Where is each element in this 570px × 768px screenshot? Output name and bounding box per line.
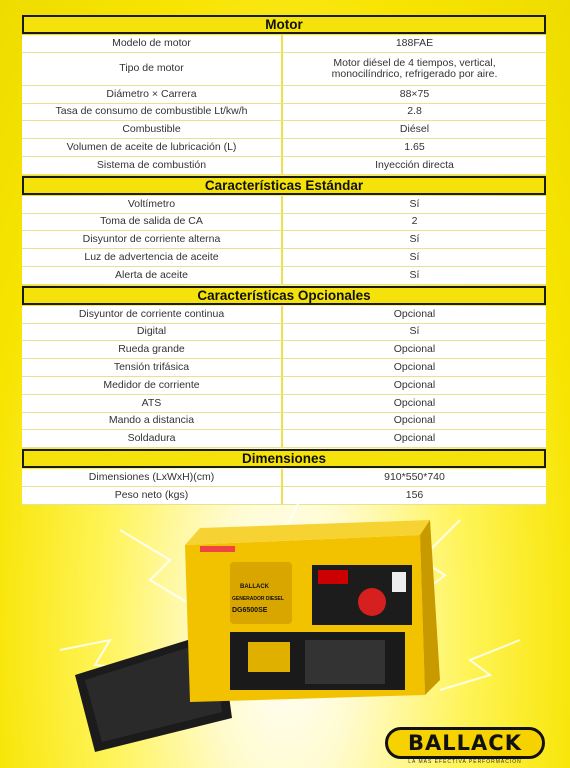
table-row: [22, 359, 546, 377]
row-label: ATS: [22, 395, 283, 412]
badge-model: DG6500SE: [232, 607, 268, 614]
table-row: [22, 139, 546, 157]
table-row: [22, 86, 546, 104]
table-row: [22, 249, 546, 267]
row-value: Opcional: [283, 413, 546, 430]
row-label: Soldadura: [22, 430, 283, 447]
row-value: 910*550*740: [283, 469, 546, 486]
row-label: Digital: [22, 324, 283, 341]
row-label: Rueda grande: [22, 341, 283, 358]
table-row: [22, 341, 546, 359]
table-row: [22, 430, 546, 448]
table-row: [22, 267, 546, 285]
section-header-dimensions: Dimensiones: [22, 449, 546, 468]
row-value: Diésel: [283, 121, 546, 138]
table-row: [22, 469, 546, 487]
table-row: [22, 121, 546, 139]
row-value: Opcional: [283, 359, 546, 376]
table-row: [22, 231, 546, 249]
brand-logo: [385, 727, 545, 765]
section-header-motor: Motor: [22, 15, 546, 34]
row-label: Peso neto (kgs): [22, 487, 283, 504]
row-label: Tensión trifásica: [22, 359, 283, 376]
logo-tagline: LA MAS EFECTIVA PERFORMACION: [408, 759, 522, 765]
row-label: Modelo de motor: [22, 35, 283, 52]
table-row: [22, 395, 546, 413]
row-label: Voltímetro: [22, 196, 283, 213]
section-header-standard: Características Estándar: [22, 176, 546, 195]
row-value: Opcional: [283, 341, 546, 358]
badge-brand: BALLACK: [240, 584, 269, 590]
row-value: Motor diésel de 4 tiempos, vertical, monocilíndrico, refrigerado por aire.: [283, 53, 546, 85]
row-label: Tasa de consumo de combustible Lt/kw/h: [22, 104, 283, 121]
row-label: Sistema de combustión: [22, 157, 283, 174]
table-row: [22, 53, 546, 86]
table-row: [22, 157, 546, 175]
row-label: Volumen de aceite de lubricación (L): [22, 139, 283, 156]
row-label: Combustible: [22, 121, 283, 138]
row-value: Sí: [283, 267, 546, 284]
row-value: Opcional: [283, 430, 546, 447]
row-label: Mando a distancia: [22, 413, 283, 430]
spec-table: [22, 14, 546, 505]
row-value: 1.65: [283, 139, 546, 156]
row-value: Sí: [283, 196, 546, 213]
row-value: Opcional: [283, 306, 546, 323]
table-row: [22, 196, 546, 214]
section-header-optional: Características Opcionales: [22, 286, 546, 305]
row-label: Luz de advertencia de aceite: [22, 249, 283, 266]
row-value: 88×75: [283, 86, 546, 103]
table-row: [22, 35, 546, 53]
table-row: [22, 306, 546, 324]
table-row: [22, 377, 546, 395]
row-value: 156: [283, 487, 546, 504]
table-row: [22, 104, 546, 122]
row-label: Dimensiones (LxWxH)(cm): [22, 469, 283, 486]
row-label: Toma de salida de CA: [22, 214, 283, 231]
generator-body: [185, 520, 440, 702]
row-label: Tipo de motor: [22, 53, 283, 85]
row-label: Medidor de corriente: [22, 377, 283, 394]
table-row: [22, 214, 546, 232]
badge-subtitle: GENERADOR DIESEL: [232, 596, 284, 602]
row-value: Inyección directa: [283, 157, 546, 174]
row-label: Alerta de aceite: [22, 267, 283, 284]
row-label: Diámetro × Carrera: [22, 86, 283, 103]
row-label: Disyuntor de corriente continua: [22, 306, 283, 323]
row-value: 2: [283, 214, 546, 231]
table-row: [22, 413, 546, 431]
row-value: 2.8: [283, 104, 546, 121]
row-value: Sí: [283, 249, 546, 266]
row-label: Disyuntor de corriente alterna: [22, 231, 283, 248]
row-value: Sí: [283, 231, 546, 248]
row-value: Opcional: [283, 377, 546, 394]
row-value: Opcional: [283, 395, 546, 412]
logo-plate: BALLACK: [385, 727, 545, 759]
row-value: 188FAE: [283, 35, 546, 52]
table-row: [22, 324, 546, 342]
row-value: Sí: [283, 324, 546, 341]
